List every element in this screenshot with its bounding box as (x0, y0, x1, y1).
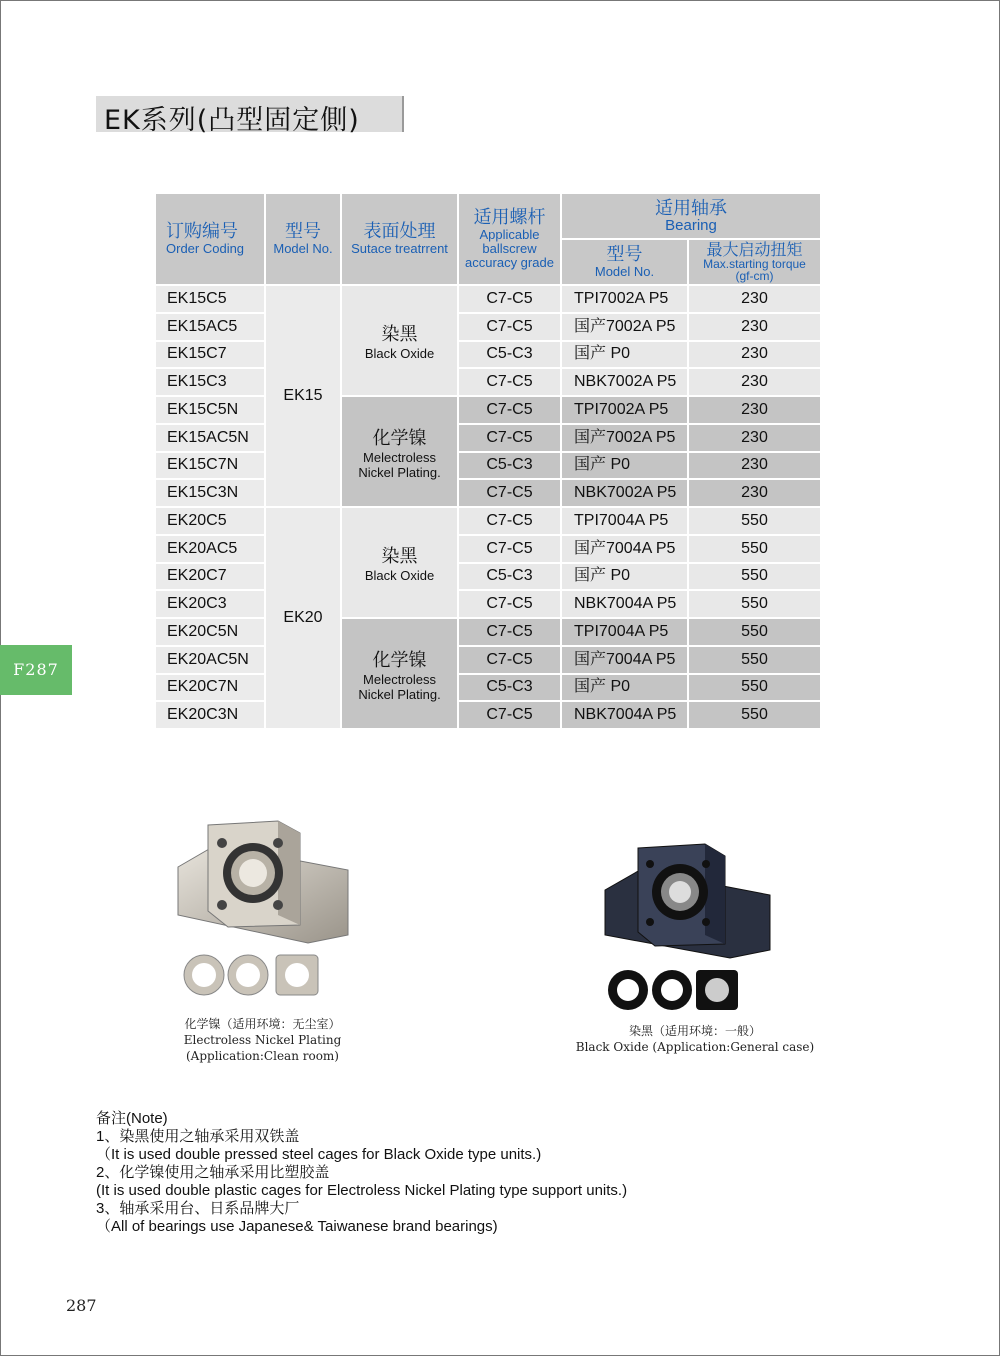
torque-cell-text: 550 (741, 622, 768, 640)
torque-cell (689, 647, 822, 675)
order-code-cell (156, 453, 266, 481)
order-code-cell-text: EK20C7 (167, 567, 227, 585)
torque-cell-text: 230 (741, 456, 768, 474)
surface-zh: 化学镍 (372, 427, 427, 449)
order-code-cell (156, 342, 266, 370)
header-screw (459, 194, 562, 286)
bearing-cell-text: 国产7002A P5 (574, 317, 676, 335)
surface-en2: Nickel Plating. (358, 686, 441, 702)
grade-cell (459, 564, 562, 592)
bearing-cell (562, 480, 689, 508)
surface-zh: 化学镍 (372, 649, 427, 671)
order-code-cell-text: EK15C5 (167, 289, 227, 307)
notes (96, 1110, 627, 1236)
order-code-cell (156, 647, 266, 675)
note-1-en: （It is used double pressed steel cages for Black Oxide type units.) (96, 1146, 542, 1163)
grade-cell-text: C7-C5 (486, 511, 533, 529)
bearing-cell-text: 国产 P0 (574, 567, 631, 585)
bearing-cell (562, 369, 689, 397)
torque-cell-text: 230 (741, 373, 768, 391)
torque-cell (689, 564, 822, 592)
nickel-caption (150, 1016, 375, 1064)
torque-cell-text: 230 (741, 400, 768, 418)
grade-cell (459, 397, 562, 425)
header-screw-en1: Applicable (479, 227, 540, 242)
nickel-support-unit-image (168, 815, 358, 1010)
bearing-cell (562, 342, 689, 370)
bearing-cell (562, 314, 689, 342)
nickel-caption-en2: (Application:Clean room) (186, 1049, 339, 1063)
torque-cell (689, 314, 822, 342)
order-code-cell (156, 591, 266, 619)
black-caption-zh: 染黑（适用环境：一般） (628, 1024, 761, 1038)
grade-cell-text: C7-C5 (486, 428, 533, 446)
header-screw-zh: 适用螺杆 (473, 207, 546, 228)
torque-cell-text: 550 (741, 567, 768, 585)
order-code-cell (156, 702, 266, 730)
nickel-caption-zh: 化学镍（适用环境：无尘室） (184, 1017, 341, 1031)
torque-cell (689, 286, 822, 314)
torque-cell-text: 550 (741, 595, 768, 613)
grade-cell (459, 453, 562, 481)
torque-cell (689, 508, 822, 536)
grade-cell-text: C7-C5 (486, 373, 533, 391)
header-torque-unit: (gf-cm) (735, 269, 774, 283)
order-code-cell-text: EK20C3 (167, 595, 227, 613)
note-1-zh: 1、染黑使用之轴承采用双铁盖 (96, 1128, 300, 1145)
surface-zh: 染黑 (381, 324, 418, 345)
order-code-cell-text: EK15AC5N (167, 428, 249, 446)
torque-cell (689, 453, 822, 481)
torque-cell (689, 675, 822, 703)
bearing-cell (562, 397, 689, 425)
surface-zh: 染黑 (381, 546, 418, 567)
bearing-cell (562, 536, 689, 564)
torque-cell (689, 397, 822, 425)
torque-cell (689, 702, 822, 730)
bearing-cell (562, 564, 689, 592)
note-3-en: （All of bearings use Japanese& Taiwanese brand bearings) (96, 1218, 498, 1235)
bearing-cell-text: 国产 P0 (574, 678, 631, 696)
grade-cell-text: C7-C5 (486, 650, 533, 668)
order-code-cell-text: EK20AC5N (167, 650, 249, 668)
grade-cell-text: C5-C3 (486, 345, 533, 363)
surface-cell-nickel-2 (342, 619, 459, 730)
note-3-zh: 3、轴承采用台、日系品牌大厂 (96, 1200, 300, 1217)
side-tab: F287 (0, 645, 72, 695)
torque-cell-text: 550 (741, 511, 768, 529)
torque-cell-text: 230 (741, 345, 768, 363)
order-code-cell-text: EK20C5N (167, 622, 239, 640)
grade-cell (459, 591, 562, 619)
bearing-cell (562, 425, 689, 453)
grade-cell-text: C7-C5 (486, 539, 533, 557)
bearing-cell-text: 国产7004A P5 (574, 650, 676, 668)
bearing-cell-text: TPI7004A P5 (574, 511, 669, 529)
surface-en2: Nickel Plating. (358, 464, 441, 480)
header-order (156, 194, 266, 286)
header-model-zh: 型号 (285, 221, 321, 242)
order-code-cell (156, 397, 266, 425)
grade-cell (459, 342, 562, 370)
torque-cell-text: 230 (741, 484, 768, 502)
grade-cell (459, 425, 562, 453)
grade-cell (459, 480, 562, 508)
bearing-cell-text: NBK7004A P5 (574, 595, 677, 613)
header-screw-en2: ballscrew (482, 241, 537, 256)
header-order-zh: 订购编号 (166, 221, 238, 242)
surface-en: Melectroless (363, 449, 436, 465)
header-surface-zh: 表面处理 (363, 221, 436, 242)
header-order-en: Order Coding (166, 241, 245, 256)
torque-cell-text: 550 (741, 706, 768, 724)
bearing-cell-text: 国产7004A P5 (574, 539, 676, 557)
order-code-cell-text: EK20C3N (167, 706, 239, 724)
header-surface (342, 194, 459, 286)
torque-cell-text: 550 (741, 539, 768, 557)
bearing-cell (562, 453, 689, 481)
order-code-cell (156, 369, 266, 397)
bearing-cell (562, 675, 689, 703)
grade-cell-text: C5-C3 (486, 456, 533, 474)
bearing-cell-text: 国产 P0 (574, 456, 631, 474)
bearing-cell-text: TPI7002A P5 (574, 289, 669, 307)
nickel-caption-en1: Electroless Nickel Plating (183, 1033, 342, 1047)
order-code-cell (156, 480, 266, 508)
bearing-cell-text: NBK7002A P5 (574, 373, 677, 391)
order-code-cell-text: EK15C3 (167, 373, 227, 391)
grade-cell (459, 369, 562, 397)
order-code-cell (156, 619, 266, 647)
grade-cell (459, 675, 562, 703)
grade-cell (459, 619, 562, 647)
order-code-cell (156, 536, 266, 564)
order-code-cell-text: EK20C5 (167, 511, 227, 529)
grade-cell-text: C7-C5 (486, 622, 533, 640)
header-torque (689, 240, 822, 286)
grade-cell (459, 314, 562, 342)
order-code-cell-text: EK15C3N (167, 484, 239, 502)
order-code-cell-text: EK15C5N (167, 400, 239, 418)
black-caption (555, 1023, 835, 1055)
order-code-cell (156, 508, 266, 536)
bearing-cell-text: 国产7002A P5 (574, 428, 676, 446)
header-torque-en: Max.starting torque (703, 257, 806, 271)
grade-cell (459, 286, 562, 314)
grade-cell-text: C7-C5 (486, 400, 533, 418)
header-bearing-model (562, 240, 689, 286)
torque-cell (689, 619, 822, 647)
surface-cell-black-1 (342, 286, 459, 397)
bearing-cell-text: TPI7002A P5 (574, 400, 669, 418)
torque-cell (689, 342, 822, 370)
header-bmodel-en: Model No. (594, 264, 655, 279)
bearing-cell-text: NBK7002A P5 (574, 484, 677, 502)
torque-cell (689, 591, 822, 619)
grade-cell-text: C5-C3 (486, 678, 533, 696)
torque-cell (689, 536, 822, 564)
header-torque-zh: 最大启动扭矩 (706, 240, 803, 259)
header-bearing (562, 194, 822, 240)
grade-cell-text: C7-C5 (486, 595, 533, 613)
bearing-cell (562, 647, 689, 675)
grade-cell-text: C7-C5 (486, 484, 533, 502)
black-caption-en: Black Oxide (Application:General case) (575, 1040, 815, 1054)
grade-cell (459, 702, 562, 730)
surface-cell-nickel-1 (342, 397, 459, 508)
header-bearing-en: Bearing (665, 217, 717, 234)
grade-cell (459, 536, 562, 564)
surface-en: Melectroless (363, 671, 436, 687)
torque-cell-text: 230 (741, 317, 768, 335)
torque-cell-text: 550 (741, 650, 768, 668)
grade-cell (459, 647, 562, 675)
grade-cell-text: C5-C3 (486, 567, 533, 585)
order-code-cell (156, 314, 266, 342)
order-code-cell (156, 675, 266, 703)
bearing-cell (562, 702, 689, 730)
header-bearing-zh: 适用轴承 (655, 198, 727, 219)
black-oxide-support-unit-image (600, 840, 775, 1025)
order-code-cell (156, 564, 266, 592)
order-code-cell-text: EK20AC5 (167, 539, 238, 557)
surface-en: Black Oxide (364, 346, 435, 361)
torque-cell-text: 230 (741, 289, 768, 307)
header-screw-en3: accuracy grade (465, 255, 554, 270)
header-model (266, 194, 342, 286)
grade-cell-text: C7-C5 (486, 706, 533, 724)
order-code-cell-text: EK15C7N (167, 456, 239, 474)
order-code-cell-text: EK20C7N (167, 678, 239, 696)
bearing-cell (562, 508, 689, 536)
bearing-cell (562, 286, 689, 314)
surface-en: Black Oxide (364, 568, 435, 583)
order-code-cell-text: EK15AC5 (167, 317, 238, 335)
bearing-cell-text: NBK7004A P5 (574, 706, 677, 724)
torque-cell (689, 480, 822, 508)
model-cell-ek15 (266, 286, 342, 508)
order-code-cell-text: EK15C7 (167, 345, 227, 363)
page-number: 287 (66, 1296, 97, 1315)
note-2-en: (It is used double plastic cages for Electroless Nickel Plating type support units.) (96, 1182, 628, 1199)
grade-cell-text: C7-C5 (486, 289, 533, 307)
surface-cell-black-2 (342, 508, 459, 619)
header-surface-en: Sutace treatrrent (351, 241, 448, 256)
grade-cell-text: C7-C5 (486, 317, 533, 335)
bearing-cell (562, 591, 689, 619)
model-label: EK15 (283, 387, 323, 404)
torque-cell (689, 369, 822, 397)
bearing-cell (562, 619, 689, 647)
order-code-cell (156, 286, 266, 314)
header-model-en: Model No. (273, 241, 333, 256)
torque-cell-text: 550 (741, 678, 768, 696)
torque-cell-text: 230 (741, 428, 768, 446)
order-code-cell (156, 425, 266, 453)
torque-cell (689, 425, 822, 453)
note-2-zh: 2、化学镍使用之轴承采用比塑胶盖 (96, 1164, 330, 1181)
model-label: EK20 (283, 609, 323, 626)
page-title: EK系列(凸型固定側) (104, 105, 360, 136)
bearing-cell-text: TPI7004A P5 (574, 622, 669, 640)
bearing-cell-text: 国产 P0 (574, 345, 631, 363)
model-cell-ek20 (266, 508, 342, 730)
grade-cell (459, 508, 562, 536)
notes-heading: 备注(Note) (96, 1110, 168, 1127)
header-bmodel-zh: 型号 (606, 244, 643, 265)
